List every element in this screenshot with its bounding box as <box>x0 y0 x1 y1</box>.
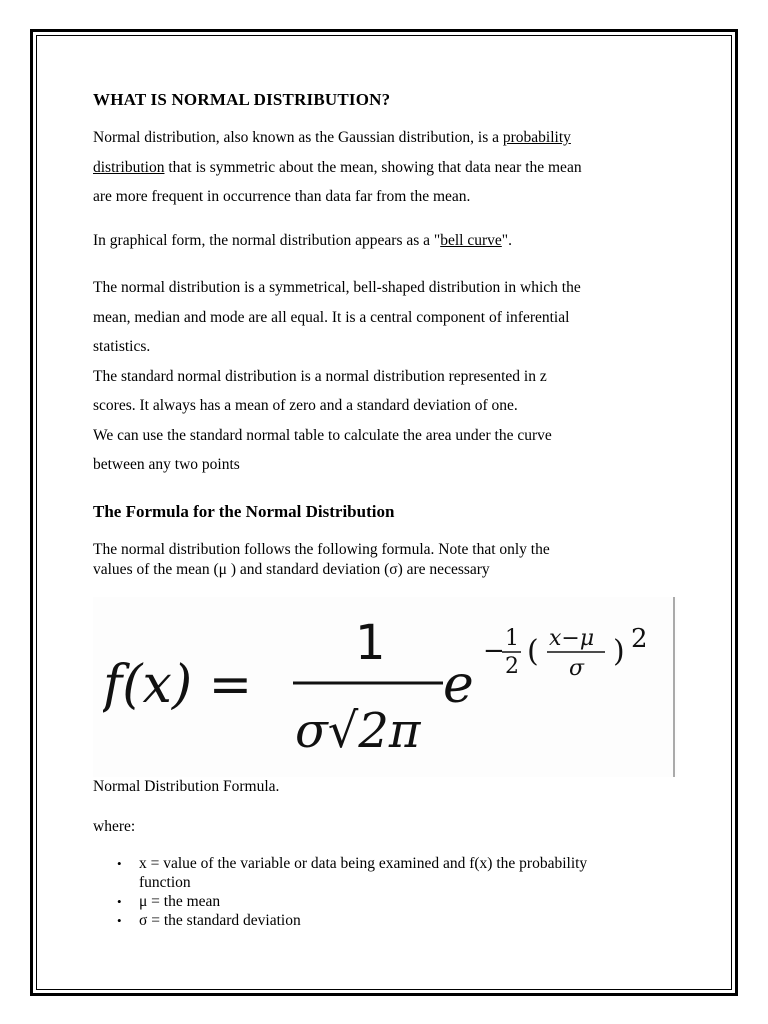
intro-line-3: are more frequent in occurrence than data far from the mean. <box>93 188 471 205</box>
bullet-point: • <box>117 894 122 909</box>
symmetric-line-3: statistics. <box>93 338 151 355</box>
formula-image <box>93 597 677 777</box>
standard-normal-line-1: The standard normal distribution is a normal distribution represented in z <box>93 367 547 385</box>
formula-lhs: f(x) = <box>103 655 253 715</box>
formula-intro-line-2: values of the mean (μ ) and standard deviation (σ) are necessary <box>93 561 490 578</box>
symmetric-line-1: The normal distribution is a symmetrical, bell-shaped distribution in which the <box>93 279 581 296</box>
list-item-text-continued: function <box>139 874 191 891</box>
graphical-paragraph <box>93 226 678 256</box>
formula-exponent-close-paren: ) <box>613 634 625 669</box>
bullet-point: • <box>117 856 122 871</box>
probability-distribution-link-part1[interactable]: probability <box>502 129 571 146</box>
formula-section-heading: The Formula for the Normal Distribution <box>93 502 395 521</box>
where-label: where: <box>93 818 136 835</box>
list-item <box>93 911 683 930</box>
intro-text-2: that is symmetric about the mean, showing that data near the mean <box>164 158 582 176</box>
formula-image-edge <box>673 597 675 777</box>
formula-exponent-sign: − <box>483 636 505 666</box>
list-item-text: μ = the mean <box>139 893 221 910</box>
bell-curve-link[interactable]: bell curve <box>440 232 502 249</box>
page-title: WHAT IS NORMAL DISTRIBUTION? <box>93 90 391 109</box>
formula-exponent-half-numerator: 1 <box>505 626 519 651</box>
formula-exponent-power: 2 <box>631 624 648 654</box>
standard-table-line-2: between any two points <box>93 456 240 473</box>
intro-text-1: Normal distribution, also known as the Gaussian distribution, is a <box>93 129 503 146</box>
formula-denominator: σ√2π <box>295 703 421 759</box>
intro-paragraph <box>93 123 678 212</box>
normal-distribution-formula <box>103 597 673 777</box>
bullet-point: • <box>117 913 122 928</box>
list-item <box>93 892 683 911</box>
formula-exponential-base: e <box>443 655 474 715</box>
list-item-text: x = value of the variable or data being examined and f(x) the probability <box>139 855 588 872</box>
list-item <box>93 854 683 892</box>
graphical-text-post: ". <box>501 232 512 249</box>
formula-intro-line-1: The normal distribution follows the following formula. Note that only the <box>93 541 550 558</box>
variable-definitions-list <box>93 854 683 930</box>
formula-intro-paragraph <box>93 540 678 580</box>
list-item-text: σ = the standard deviation <box>139 912 301 929</box>
intro-line-1 <box>93 123 678 153</box>
symmetric-paragraph <box>93 273 678 480</box>
formula-caption: Normal Distribution Formula. <box>93 778 280 795</box>
formula-exponent-fraction-numerator: x−μ <box>549 626 595 651</box>
formula-exponent-fraction-denominator: σ <box>569 656 585 681</box>
formula-numerator: 1 <box>355 615 386 671</box>
formula-exponent-half-denominator: 2 <box>505 654 519 679</box>
probability-distribution-link-part2[interactable]: distribution <box>93 158 165 176</box>
graphical-text-pre: In graphical form, the normal distribution appears as a " <box>93 232 441 249</box>
intro-line-2 <box>93 153 678 183</box>
graphical-line <box>93 226 678 256</box>
formula-exponent-open-paren: ( <box>527 634 539 669</box>
symmetric-line-2: mean, median and mode are all equal. It is a central component of inferential <box>93 308 570 326</box>
standard-normal-line-2: scores. It always has a mean of zero and a standard deviation of one. <box>93 397 518 414</box>
standard-table-line-1: We can use the standard normal table to calculate the area under the curve <box>93 426 552 444</box>
